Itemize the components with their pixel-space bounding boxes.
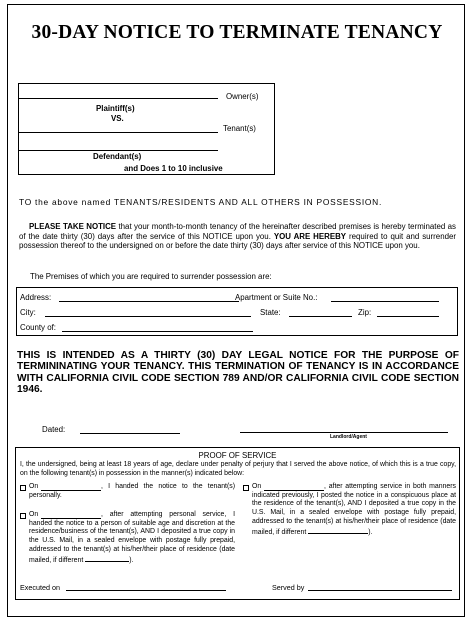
apartment-input[interactable] [331, 301, 439, 302]
opt3-end: ). [368, 528, 373, 536]
state-label: State: [260, 308, 281, 317]
city-label: City: [20, 308, 36, 317]
opt2-mailed-input[interactable] [85, 555, 129, 562]
executed-label: Executed on [20, 583, 60, 592]
notice-text-1: that your month-to-month tenancy of the hereinafter described premises is hereby terminated as of the date thirty (30) days after the service of this NOTICE upon you. [19, 222, 456, 241]
city-input[interactable] [45, 316, 251, 317]
opt3-mailed-input[interactable] [308, 527, 368, 534]
caption-right-rule [274, 83, 275, 175]
served-input[interactable] [308, 590, 452, 591]
opt2-body: , after attempting personal service, I handed the notice to a person of suitable age and discretion at the residence/business of the tenant(s), AND I deposited a true copy in the U.S. Mail, in a sealed envelope with postage fully prepaid, addressed to the tenant(s) at his/her/their place of residence (date mailed, if different [29, 511, 235, 564]
proof-heading: PROOF OF SERVICE [198, 451, 277, 460]
substituted-service-checkbox[interactable] [20, 513, 26, 519]
served-label: Served by [272, 583, 305, 592]
post-and-mail-checkbox[interactable] [243, 485, 249, 491]
caption-left-rule [18, 83, 19, 175]
opt1-text: , I handed the notice to the tenant(s) personally. [29, 483, 235, 499]
premises-intro: The Premises of which you are required to surrender possession are: [30, 272, 272, 281]
opt2-text [29, 511, 235, 565]
notice-lead: PLEASE TAKE NOTICE [29, 222, 117, 231]
opt2-on: On [29, 511, 39, 518]
legal-notice: THIS IS INTENDED AS A THIRTY (30) DAY LEGAL NOTICE FOR THE PURPOSE OF TERMININATING YOUR TENANCY. THIS TERMINATION OF TENANCY IS IN ACCORDANCE WITH CALIFORNIA CIVIL CODE SECTION 789 AND/OR CALIFORNIA CIVIL CODE SECTION 1946. [17, 350, 459, 396]
caption-top-line [18, 83, 274, 84]
dated-label: Dated: [42, 425, 66, 434]
address-input[interactable] [59, 301, 239, 302]
opt3-body: , after attempting service in both manners indicated previously, I posted the notice in a conspicuous place at the residence of the tenant(s), AND I deposited a true copy in the U.S. Mail, in a sealed envelope with postage fully prepaid, addressed to the tenant(s) at his/her/their place of residence (date mailed, if different [252, 483, 456, 536]
opt3-on: On [252, 483, 262, 490]
state-input[interactable] [289, 316, 352, 317]
proof-of-service-box [15, 447, 460, 600]
does-label: and Does 1 to 10 inclusive [124, 164, 223, 173]
notice-paragraph [19, 222, 456, 251]
county-label: County of: [20, 323, 56, 332]
county-input[interactable] [62, 331, 253, 332]
apartment-label: Apartment or Suite No.: [235, 293, 318, 302]
dated-input[interactable] [80, 433, 180, 434]
opt3-text [252, 483, 456, 537]
document-title: 30-DAY NOTICE TO TERMINATE TENANCY [31, 22, 443, 43]
notice-text-2: required to quit and surrender possession thereof to the undersigned on or before the date thirty (30) days after service of this NOTICE upon you. [19, 231, 456, 251]
tenant-label: Tenant(s) [223, 124, 256, 133]
signature-line[interactable] [240, 432, 448, 433]
defendant-label: Defendant(s) [93, 152, 142, 161]
opt2-end: ). [129, 556, 134, 564]
executed-input[interactable] [66, 590, 226, 591]
tenant-line[interactable] [18, 132, 218, 133]
address-label: Address: [20, 293, 52, 302]
zip-label: Zip: [358, 308, 372, 317]
defendant-line[interactable] [18, 150, 218, 151]
premises-box [16, 287, 458, 336]
zip-input[interactable] [377, 316, 439, 317]
caption-bottom-line [18, 174, 274, 175]
owner-line[interactable] [18, 98, 218, 99]
proof-intro: I, the undersigned, being at least 18 years of age, declare under penalty of perjury that I served the above notice, of which this is a true copy, on the following tenant(s) in possession in the manner(s) indicated below: [20, 461, 456, 477]
personal-service-checkbox[interactable] [20, 485, 26, 491]
addressee-line: TO the above named TENANTS/RESIDENTS AND ALL OTHERS IN POSSESSION. [19, 197, 383, 207]
plaintiff-label: Plaintiff(s) [96, 104, 135, 113]
opt1-on: On [29, 483, 39, 490]
notice-bold-2: YOU ARE HEREBY [273, 231, 347, 241]
owner-label: Owner(s) [226, 92, 259, 101]
vs-label: VS. [111, 114, 124, 123]
signature-label: Landlord/Agent [330, 434, 367, 440]
